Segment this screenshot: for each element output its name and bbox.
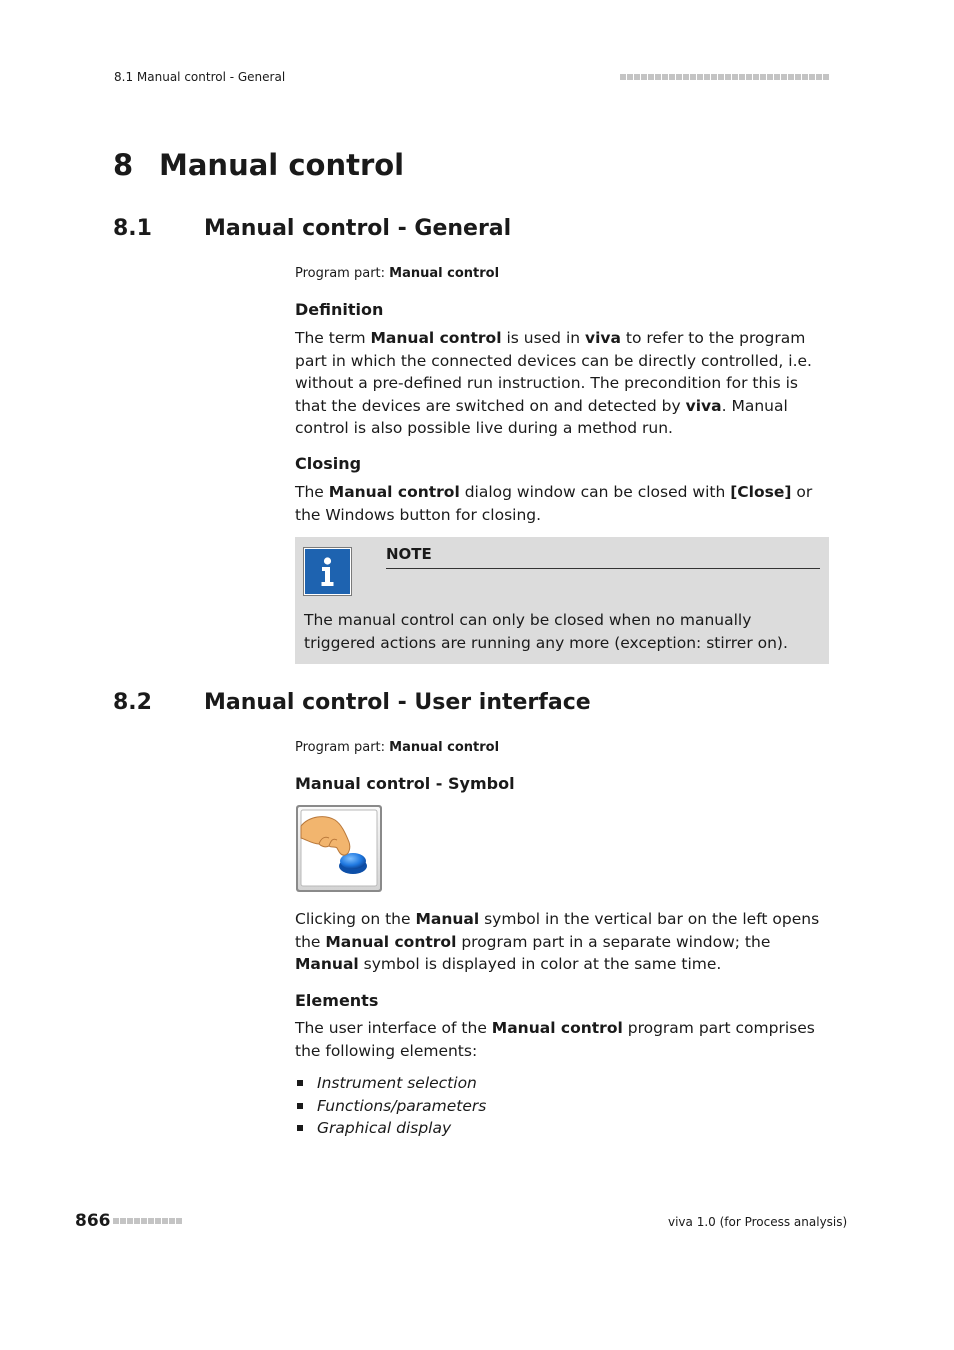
- program-part-line: [295, 266, 499, 281]
- bullet: [297, 1103, 303, 1109]
- note-title: NOTE: [386, 545, 432, 563]
- footer-product-name: viva 1.0 (for Process analysis): [668, 1215, 848, 1229]
- header-decoration-squares: [620, 74, 829, 80]
- note-text: The manual control can only be closed when no manually triggered actions are running any more (exception: stirrer on).: [304, 611, 788, 652]
- chapter-number: 8: [113, 148, 134, 182]
- program-part-label: Program part:: [295, 266, 386, 281]
- running-header: 8.1 Manual control - General: [114, 70, 286, 84]
- list-item: [295, 1072, 486, 1095]
- page-number: 866: [75, 1211, 111, 1231]
- program-part-value: Manual control: [389, 266, 500, 281]
- definition-heading: Definition: [295, 300, 384, 319]
- program-part-line: [295, 740, 499, 755]
- section-number: 8.2: [113, 690, 152, 715]
- section-title-text: Manual control - General: [204, 216, 512, 241]
- list-item: [295, 1117, 486, 1140]
- section-title-user-interface: [113, 690, 591, 715]
- definition-paragraph: The term Manual control is used in viva to refer to the program part in which the connected devices can be directly controlled, i.e. without a pre-defined run instruction. The precondition for this is that the devices are switched on and detected by viva. Manual control is also possible live during a method run.: [295, 329, 812, 437]
- bullet: [297, 1125, 303, 1131]
- program-part-value: Manual control: [389, 740, 500, 755]
- list-item-text: Graphical display: [317, 1119, 452, 1137]
- elements-paragraph: The user interface of the Manual control program part comprises the following elements:: [295, 1019, 815, 1060]
- list-item-text: Instrument selection: [317, 1074, 477, 1092]
- note-box: [295, 537, 829, 664]
- program-part-label: Program part:: [295, 740, 386, 755]
- list-item-text: Functions/parameters: [317, 1096, 487, 1115]
- chapter-title: [113, 148, 404, 182]
- closing-paragraph: The Manual control dialog window can be closed with [Close] or the Windows button for closing.: [295, 483, 813, 524]
- elements-list: [295, 1072, 486, 1140]
- closing-heading: Closing: [295, 454, 362, 473]
- section-number: 8.1: [113, 216, 152, 241]
- bullet: [297, 1080, 303, 1086]
- elements-heading: Elements: [295, 991, 379, 1010]
- footer-decoration-squares: [113, 1218, 182, 1224]
- section-title-text: Manual control - User interface: [204, 690, 591, 715]
- info-icon: [304, 548, 351, 595]
- manual-control-hand-button-icon: [295, 804, 383, 893]
- section-title-general: [113, 216, 511, 241]
- chapter-title-text: Manual control: [159, 148, 405, 182]
- symbol-heading: Manual control - Symbol: [295, 774, 515, 793]
- list-item: [295, 1095, 486, 1118]
- note-divider: [386, 568, 820, 569]
- symbol-paragraph: Clicking on the Manual symbol in the vertical bar on the left opens the Manual control program part in a separate window; the Manual symbol is displayed in color at the same time.: [295, 910, 820, 973]
